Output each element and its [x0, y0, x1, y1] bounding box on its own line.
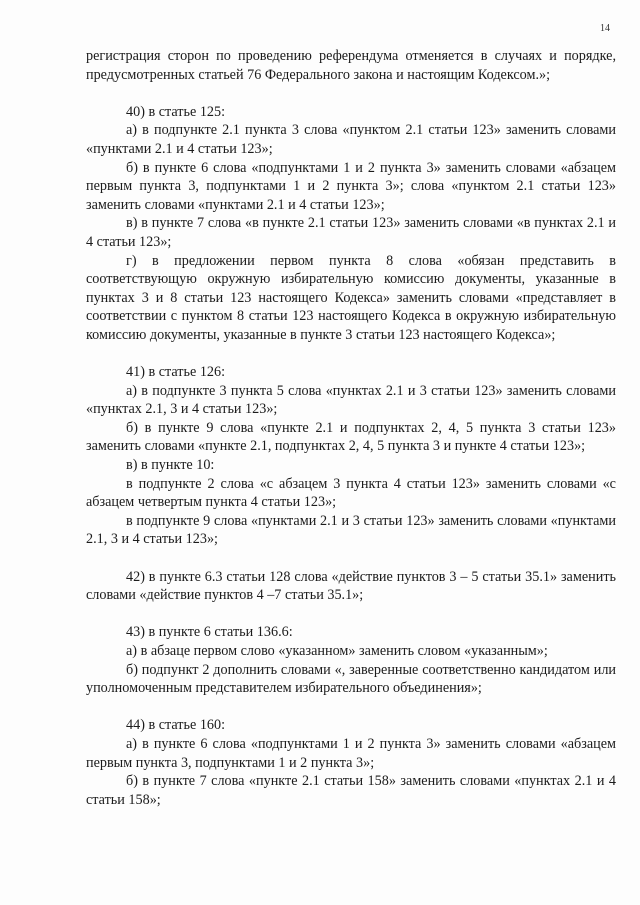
paragraph-gap — [86, 698, 616, 717]
paragraph-gap — [86, 549, 616, 568]
paragraph: б) подпункт 2 дополнить словами «, заверенные соответственно кандидатом или уполномоченным представителем избирательного объединения»; — [86, 661, 616, 697]
paragraph: б) в пункте 7 слова «пункте 2.1 статьи 158» заменить словами «пунктах 2.1 и 4 статьи 158»; — [86, 773, 616, 808]
paragraph: а) в абзаце первом слово «указанном» заменить словом «указанным»; — [126, 643, 548, 659]
section-heading: 44) в статье 160: — [126, 717, 226, 734]
paragraph: б) в пункте 9 слова «пункте 2.1 и подпунктах 2, 4, 5 пункта 3 статьи 123» заменить словами «пункте 2.1, подпунктах 2, 4, 5 пункта 3 и пункте 4 статьи 123»; — [86, 419, 616, 455]
paragraph: в) в пункте 7 слова «в пункте 2.1 статьи 123» заменить словами «в пунктах 2.1 и 4 статьи 123»; — [86, 215, 616, 250]
paragraph: а) в пункте 6 слова «подпунктами 1 и 2 пункта 3» заменить словами «абзацем первым пункта 3, подпунктами 1 и 2 пункта 3»; — [86, 735, 616, 771]
paragraph-gap — [86, 605, 616, 624]
paragraph: г) в предложении первом пункта 8 слова «обязан представить в соответствующую окружную избирательную комиссию документы, указанные в пунктах 3 и 8 статьи 123 настоящего Кодекса» заменить словами «представляет в соответствии с пунктом 8 статьи 123 настоящего Кодекса в окружную избирательную комиссию документы, указанные в пункте 3 статьи 123 настоящего Кодекса»; — [86, 252, 616, 343]
section-heading: 41) в статье 126: — [126, 364, 226, 381]
paragraph: а) в подпункте 2.1 пункта 3 слова «пунктом 2.1 статьи 123» заменить словами «пунктами 2.1 и 4 статьи 123»; — [86, 122, 616, 157]
section-heading: 40) в статье 125: — [126, 103, 226, 120]
paragraph: а) в подпункте 3 пункта 5 слова «пунктах 2.1 и 3 статьи 123» заменить словами «пунктах 2.1, 3 и 4 статьи 123»; — [86, 382, 616, 418]
document-body — [86, 47, 616, 809]
paragraph: в) в пункте 10: — [126, 457, 215, 474]
section-heading: 43) в пункте 6 статьи 136.6: — [126, 624, 293, 641]
paragraph-gap — [86, 345, 616, 364]
paragraph: 42) в пункте 6.3 статьи 128 слова «действие пунктов 3 – 5 статьи 35.1» заменить словами «действие пунктов 4 –7 статьи 35.1»; — [86, 568, 616, 604]
paragraph: регистрация сторон по проведению референдума отменяется в случаях и порядке, предусмотренных статьей 76 Федерального закона и настоящим Кодексом.»; — [86, 48, 616, 83]
paragraph-gap — [86, 84, 616, 103]
paragraph: в подпункте 9 слова «пунктами 2.1 и 3 статьи 123» заменить словами «пунктами 2.1, 3 и 4 статьи 123»; — [86, 512, 616, 548]
page-number: 14 — [600, 23, 610, 34]
paragraph: б) в пункте 6 слова «подпунктами 1 и 2 пункта 3» заменить словами «абзацем первым пункта 3, подпунктами 1 и 2 пункта 3»; слова «пунктом 2.1 статьи 123» заменить словами «пунктами 2.1 и 4 статьи 123»; — [86, 159, 616, 213]
paragraph: в подпункте 2 слова «с абзацем 3 пункта 4 статьи 123» заменить словами «с абзацем четвертым пункта 4 статьи 123»; — [86, 475, 616, 511]
